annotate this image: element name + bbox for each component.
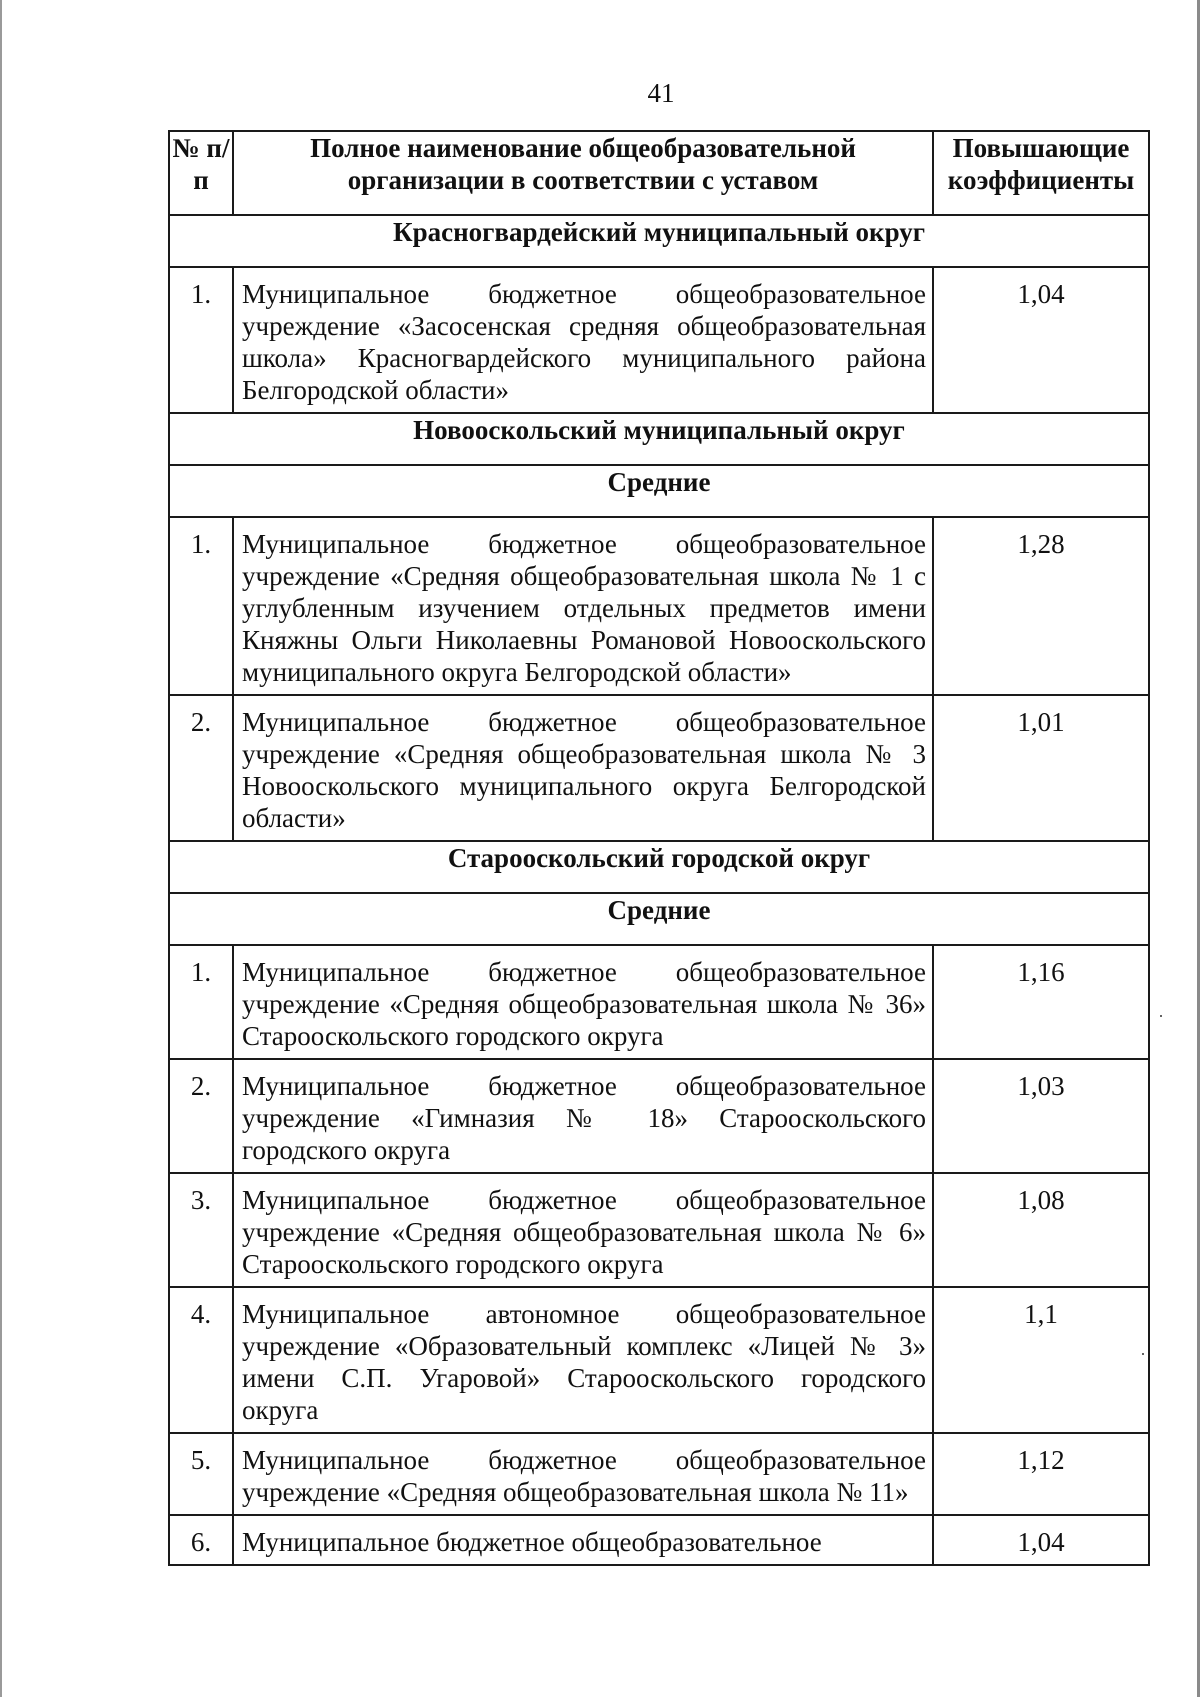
header-name: [233, 131, 933, 215]
coefficients-table: [168, 130, 1150, 1566]
header-coef-text: Повышающие коэффициенты: [947, 133, 1135, 195]
section-title-row: [169, 841, 1149, 893]
coefficient-value: 1,28: [933, 517, 1149, 695]
section-title-row: [169, 215, 1149, 267]
coefficient-value: 1,01: [933, 695, 1149, 841]
section-subtitle-row: [169, 893, 1149, 945]
table-row: [169, 517, 1149, 695]
section-subtitle: Средние: [169, 465, 1149, 517]
organization-name: Муниципальное бюджетное общеобразовательное: [233, 1515, 933, 1565]
table-row: [169, 695, 1149, 841]
table-row: [169, 1287, 1149, 1433]
coefficient-value: 1,1: [933, 1287, 1149, 1433]
coefficient-value: 1,12: [933, 1433, 1149, 1515]
table-row: [169, 1059, 1149, 1173]
header-num-text: № п/п: [172, 133, 230, 195]
coefficient-value: 1,04: [933, 1515, 1149, 1565]
table-row: [169, 267, 1149, 413]
organization-name: Муниципальное бюджетное общеобразовательное учреждение «Средняя общеобразовательная школа № 1 с углубленным изучением отдельных предметов имени Княжны Ольги Николаевны Романовой Новооскольского муниципального округа Белгородской области»: [233, 517, 933, 695]
section-title-row: [169, 413, 1149, 465]
coefficient-value: 1,04: [933, 267, 1149, 413]
scan-edge-left: [0, 0, 2, 1697]
organization-name: Муниципальное бюджетное общеобразовательное учреждение «Гимназия № 18» Старооскольского городского округа: [233, 1059, 933, 1173]
row-number: 4.: [169, 1287, 233, 1433]
table-row: [169, 945, 1149, 1059]
section-title: Старооскольский городской округ: [169, 841, 1149, 893]
header-num: [169, 131, 233, 215]
section-title: Красногвардейский муниципальный округ: [169, 215, 1149, 267]
row-number: 2.: [169, 1059, 233, 1173]
row-number: 3.: [169, 1173, 233, 1287]
organization-name: Муниципальное бюджетное общеобразовательное учреждение «Средняя общеобразовательная школа № 11»: [233, 1433, 933, 1515]
table-body: [169, 215, 1149, 1565]
header-coef: [933, 131, 1149, 215]
row-number: 1.: [169, 517, 233, 695]
header-name-text: Полное наименование общеобразовательной организации в соответствии с уставом: [310, 133, 856, 195]
scan-speck: [1160, 1015, 1162, 1017]
page-number: 41: [647, 78, 675, 108]
coefficient-value: 1,08: [933, 1173, 1149, 1287]
table-row: [169, 1433, 1149, 1515]
table-header-row: [169, 131, 1149, 215]
section-title: Новооскольский муниципальный округ: [169, 413, 1149, 465]
section-subtitle-row: [169, 465, 1149, 517]
organization-name: Муниципальное бюджетное общеобразовательное учреждение «Средняя общеобразовательная школа № 3 Новооскольского муниципального округа Белгородской области»: [233, 695, 933, 841]
row-number: 2.: [169, 695, 233, 841]
row-number: 6.: [169, 1515, 233, 1565]
table-row: [169, 1515, 1149, 1565]
row-number: 1.: [169, 267, 233, 413]
organization-name: Муниципальное бюджетное общеобразовательное учреждение «Средняя общеобразовательная школа № 6» Старооскольского городского округа: [233, 1173, 933, 1287]
organization-name: Муниципальное бюджетное общеобразовательное учреждение «Засосенская средняя общеобразовательная школа» Красногвардейского муниципального района Белгородской области»: [233, 267, 933, 413]
table-row: [169, 1173, 1149, 1287]
organization-name: Муниципальное бюджетное общеобразовательное учреждение «Средняя общеобразовательная школа № 36» Старооскольского городского округа: [233, 945, 933, 1059]
coefficient-value: 1,16: [933, 945, 1149, 1059]
organization-name: Муниципальное автономное общеобразовательное учреждение «Образовательный комплекс «Лицей № 3» имени С.П. Угаровой» Старооскольского городского округа: [233, 1287, 933, 1433]
section-subtitle: Средние: [169, 893, 1149, 945]
coefficient-value: 1,03: [933, 1059, 1149, 1173]
row-number: 5.: [169, 1433, 233, 1515]
row-number: 1.: [169, 945, 233, 1059]
